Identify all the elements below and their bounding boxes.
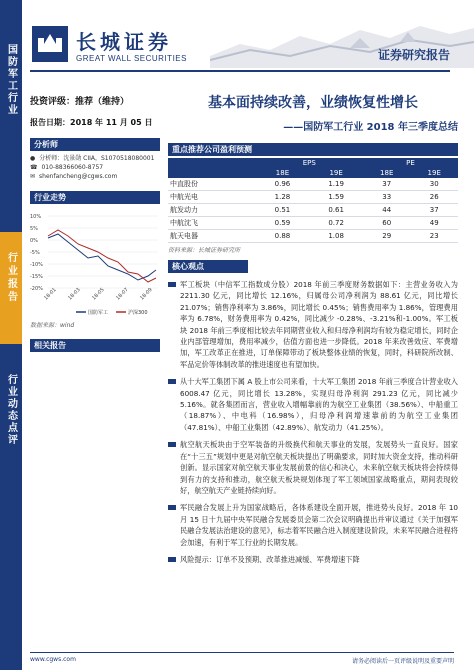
table-group-header-row: [168, 158, 458, 168]
bullet-square-icon: [168, 557, 176, 562]
table-cell: 中航光电: [168, 191, 256, 204]
table-cell: 26: [410, 191, 458, 204]
table-cell: 30: [410, 178, 458, 191]
table-cell: 0.59: [256, 217, 310, 230]
core-view-item: [168, 502, 458, 548]
report-date: 报告日期：2018 年 11 月 05 日: [30, 118, 153, 127]
table-cell: 1.08: [309, 230, 363, 243]
x-tick-1: 18-01: [43, 286, 58, 302]
y-tick-3: 0%: [30, 238, 38, 244]
trend-section-label: 行业走势: [30, 191, 160, 204]
report-title: 基本面持续改善，业绩恢复性增长: [208, 95, 418, 111]
table-cell: 0.96: [256, 178, 310, 191]
brand-logo: [30, 22, 210, 68]
side-band-comment: [0, 374, 22, 450]
table-col-header-corner: [168, 168, 256, 178]
table-corner: [168, 158, 256, 168]
report-subtitle: ——国防军工行业 2018 年三季度总结: [283, 122, 458, 133]
header-divider: [30, 70, 450, 72]
table-row: [168, 178, 458, 191]
table-cell: 中航沈飞: [168, 217, 256, 230]
table-cell: 29: [363, 230, 411, 243]
legend-defense: 国防军工: [88, 310, 109, 316]
core-views-label: 核心观点: [168, 260, 248, 273]
eps-group-header: EPS: [256, 158, 363, 168]
y-tick-7: -20%: [30, 286, 43, 292]
y-tick-4: -5%: [30, 250, 40, 256]
x-tick-5: 18-09: [139, 286, 154, 302]
table-row: [168, 217, 458, 230]
table-cell: 60: [363, 217, 411, 230]
analyst-email[interactable]: shenfancheng@cgws.com: [39, 173, 118, 180]
side-band-report: [0, 252, 22, 308]
x-tick-2: 18-03: [67, 286, 82, 302]
brand-name-en: GREAT WALL SECURITIES: [76, 54, 187, 63]
y-tick-5: -10%: [30, 262, 43, 268]
core-view-text: 航空航天板块由于空军装备的升级换代和航天事业的发展，发展势头一直良好。国家在“十三五”规划中更是对航空航天板块提出了明确要求，同时加大资金支持，推动科研创新。显示国家对航空航天事业发展前景的信心和决心，未来航空航天板块将会持续得到有力的支持和推动，航空航天板块规划体现了军工领域国家战略重点，期间表现较好，航空航天产业链持续向好。: [180, 440, 458, 495]
core-view-item: [168, 554, 458, 565]
series-hs300-line: [48, 230, 156, 282]
core-view-text: 军工板块（中信军工指数成分股）2018 年前三季度财务数据如下：主营业务收入为 2211.30 亿元，同比增长 12.16%，归属母公司净利润为 88.61 亿元，同比增长 21.07%；销售净利率为 3.86%，同比增长 0.45%；销售费用率为 1.86%，管理费用率为 6.78%，财务费用率为 0.42%，同比减少 -0.28%、-3.21%和-1.00%。军工板块 2018 年前三季度相比较去年同期营业收入和归母净利润均有较为稳定增长，同时企业内部管理增加，费用率减少，估值方面也进一步降低。2018 年来改善效应、军费增加，军工改革正在推进，订单保障带动了板块整体业绩的恢复，同时，科研院所改制、军品定价等体制改革的推进速度也有望加快。: [180, 280, 458, 369]
core-view-item: [168, 439, 458, 496]
bullet-square-icon: [168, 505, 176, 510]
table-cell: 0.72: [309, 217, 363, 230]
forecast-table-label: 重点推荐公司盈利预测: [168, 143, 458, 156]
core-view-item: [168, 279, 458, 370]
table-cell: 中直股份: [168, 178, 256, 191]
forecast-table: [168, 158, 458, 243]
page-footer: [30, 652, 454, 665]
x-tick-3: 18-05: [91, 286, 106, 302]
table-cell: 1.19: [309, 178, 363, 191]
analyst-phone: 010-88366060-8757: [41, 164, 104, 171]
table-cell: 49: [410, 217, 458, 230]
core-view-text: 风险提示：订单不及预期、改革推进减缓、军费增速下降: [180, 554, 360, 564]
footer-disclaimer: 请务必阅读后一页评级说明及重要声明: [351, 658, 454, 665]
table-cell: 0.88: [256, 230, 310, 243]
person-icon: ●: [30, 155, 36, 162]
report-type-label: 证券研究报告: [377, 48, 450, 62]
email-icon: ✉: [30, 173, 36, 180]
bullet-square-icon: [168, 442, 176, 447]
y-tick-2: 5%: [30, 226, 38, 232]
y-tick-1: 10%: [30, 214, 42, 220]
bullet-square-icon: [168, 282, 176, 287]
analyst-section-label: 分析师: [30, 138, 160, 151]
analyst-name: 分析师：沈景勋 CIIA，S1070518080001: [39, 155, 155, 162]
table-col-header: 18E: [363, 168, 411, 178]
table-row: [168, 230, 458, 243]
brand-name-cn: 长城证券: [76, 30, 172, 54]
table-col-header: 19E: [410, 168, 458, 178]
table-cell: 0.61: [309, 204, 363, 217]
series-defense-line: [48, 234, 156, 280]
table-cell: 33: [363, 191, 411, 204]
core-view-text: 从十大军工集团下属 A 股上市公司来看，十大军工集团 2018 年前三季度合计营业收入 6008.47 亿元，同比增长 13.28%，实现归母净利润 291.23 亿元，同比减少 5.16%。就各集团而言，营业收入增幅靠前的为航空工业集团（38.56%）、中船重工（18.87%）、中电科（16.98%），归母净利润增速靠前的为航空工业集团（47.81%）、中船工业集团（42.89%）、航发动力（41.25%）。: [180, 377, 458, 432]
table-cell: 0.51: [256, 204, 310, 217]
table-cell: 37: [410, 204, 458, 217]
brand-logo-icon: [30, 24, 70, 64]
main-column: [168, 88, 458, 565]
trend-source: 数据来源：wind: [30, 322, 75, 329]
side-band-report-text: 行业报告: [5, 252, 17, 304]
analyst-name-row: [30, 154, 160, 163]
analyst-email-row: [30, 172, 160, 181]
table-cell: 1.59: [309, 191, 363, 204]
table-col-header: 18E: [256, 168, 310, 178]
table-cell: 23: [410, 230, 458, 243]
related-reports-label: 相关报告: [30, 339, 160, 352]
footer-url[interactable]: www.cgws.com: [30, 656, 76, 663]
bullet-square-icon: [168, 379, 176, 384]
x-tick-4: 18-07: [115, 286, 130, 302]
table-col-header-row: [168, 168, 458, 178]
trend-chart-svg: [30, 208, 160, 318]
left-info-column: [30, 88, 160, 352]
investment-rating: 投资评级：推荐（维持）: [30, 97, 130, 107]
page-header: [0, 0, 474, 88]
y-tick-6: -15%: [30, 274, 43, 280]
table-cell: 航发动力: [168, 204, 256, 217]
legend-hs300: 沪深300: [128, 310, 148, 316]
table-cell: 37: [363, 178, 411, 191]
analyst-phone-row: [30, 163, 160, 172]
table-cell: 44: [363, 204, 411, 217]
core-view-text: 军民融合发展上升为国家战略后，各体系建设全面开展，推进势头良好。2018 年 10 月 15 日十九届中央军民融合发展委员会第二次会议明确提出并审议通过《关于加强军民融合发展法治建设的意见》，标志着军民融合进入制度建设阶段，未来军民融合进程将会加速，有利于军工行业的长期发展。: [180, 503, 458, 547]
table-source: 资料来源：长城证券研究所: [168, 247, 241, 254]
phone-icon: ☎: [30, 164, 38, 171]
side-band-comment-text: 行业动态点评: [5, 374, 17, 446]
side-band-sector-text: 国防军工行业: [5, 44, 17, 116]
trend-chart: [30, 208, 160, 318]
pe-group-header: PE: [363, 158, 458, 168]
table-row: [168, 204, 458, 217]
table-col-header: 19E: [309, 168, 363, 178]
core-view-item: [168, 376, 458, 433]
table-cell: 1.28: [256, 191, 310, 204]
analyst-info: [30, 154, 160, 181]
table-row: [168, 191, 458, 204]
table-cell: 航天电器: [168, 230, 256, 243]
